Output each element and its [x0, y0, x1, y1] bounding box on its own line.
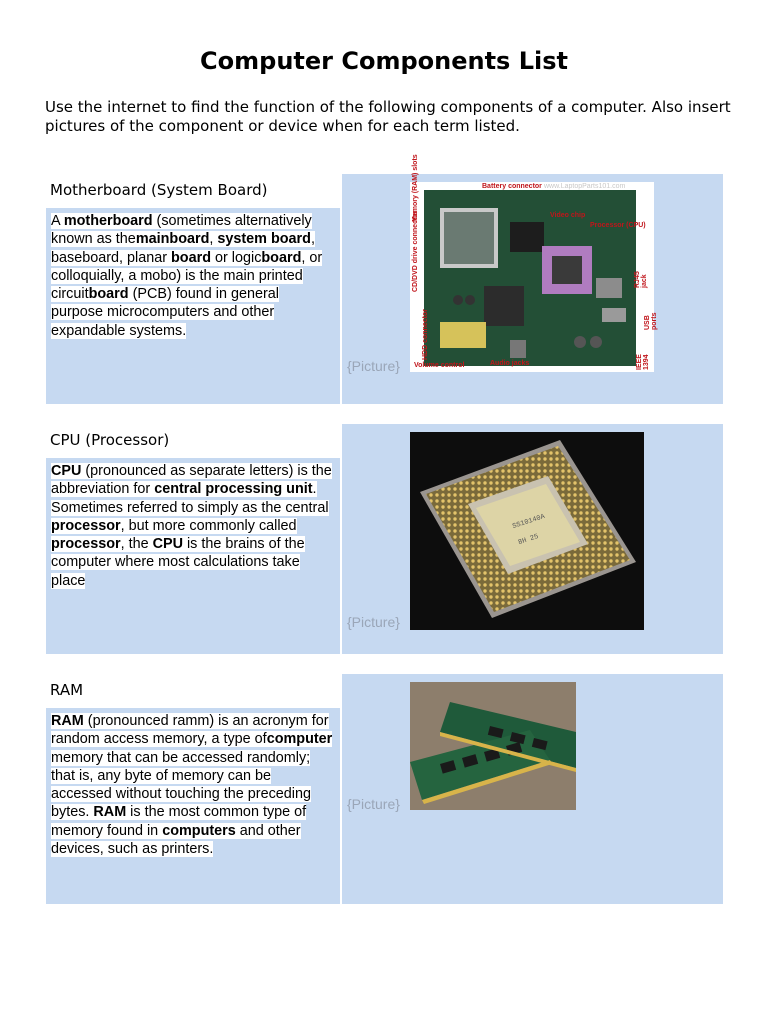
component-heading: CPU (Processor) [50, 431, 170, 449]
description-text: , baseboard, planar [51, 231, 315, 266]
picture-placeholder: {Picture} [347, 358, 400, 374]
description-text: A [51, 213, 64, 229]
chip-marking: SS10140A [511, 513, 547, 531]
picture-label: IEEE 1394 [636, 354, 650, 370]
description-text: (pronounced ramm) is an acronym for random access memory, a type of [51, 713, 329, 748]
description-text: , or colloquially, a mobo) is the main printed circuit [51, 249, 323, 303]
description-column [46, 674, 340, 904]
ram-image [410, 682, 576, 810]
component-heading: Motherboard (System Board) [50, 181, 268, 199]
bold-term: CPU [152, 536, 183, 553]
description-column [46, 424, 340, 654]
description-text: , the [120, 536, 153, 553]
description-text: (PCB) found in general purpose microcomputers and other expandable systems. [51, 286, 279, 339]
bold-term: RAM [93, 804, 127, 821]
picture-label: Audio jacks [490, 360, 530, 367]
picture-label: Battery connector [482, 183, 542, 190]
description-column [46, 174, 340, 404]
picture-label: Volume control [414, 362, 465, 369]
bold-term: central processing unit [154, 481, 313, 498]
description-text: (pronounced as separate letters) is the abbreviation for [51, 463, 332, 498]
description-text: is the brains of the computer where most calculations take place [51, 536, 305, 589]
picture-label: HDD connector [422, 309, 429, 360]
bold-term: board [88, 286, 129, 303]
picture-label: Video chip [550, 212, 586, 219]
picture-cell[interactable] [342, 674, 723, 904]
component-section-motherboard [46, 154, 723, 404]
description-text: or logic [211, 249, 262, 266]
ram-picture [410, 682, 576, 810]
motherboard-picture [410, 154, 658, 372]
description-text: , [209, 231, 218, 248]
description-text: and other devices, such as printers. [51, 822, 301, 858]
intro-text: Use the internet to find the function of the following components of a computer. Also insert pictures of the component or device when for each term listed. [45, 98, 731, 135]
picture-cell[interactable] [342, 424, 723, 654]
bold-term: processor [51, 536, 121, 553]
component-heading: RAM [50, 681, 84, 699]
picture-label: Memory (RAM) slots [412, 154, 419, 222]
picture-watermark: www.LaptopParts101.com [544, 183, 626, 190]
bold-term: RAM [51, 713, 84, 729]
bold-term: motherboard [63, 213, 153, 229]
bold-term: system board [217, 231, 311, 248]
description-box[interactable] [46, 458, 340, 654]
bold-term: board [261, 249, 302, 266]
description-box[interactable] [46, 208, 340, 404]
description-text: is the most common type of memory found in [51, 804, 307, 839]
component-section-ram [46, 674, 723, 904]
description-text: memory that can be accessed randomly; that is, any byte of memory can be accessed without touching the preceding bytes. [51, 749, 312, 821]
component-description [51, 712, 333, 858]
picture-label: USB ports [644, 312, 658, 330]
bold-term: mainboard [135, 231, 210, 248]
description-text: (sometimes alternatively known as the [51, 213, 312, 248]
description-text: . Sometimes referred to simply as the central [51, 481, 329, 516]
picture-label: RJ45 jack [634, 271, 648, 288]
description-box[interactable] [46, 708, 340, 904]
component-description [51, 212, 333, 340]
bold-term: processor [51, 517, 121, 534]
bold-term: board [171, 249, 211, 266]
description-text: , but more commonly called [120, 517, 297, 534]
component-description [51, 462, 333, 590]
picture-label: Processor (CPU) [590, 222, 646, 229]
picture-placeholder: {Picture} [347, 614, 400, 630]
page-title: Computer Components List [200, 47, 568, 75]
component-section-cpu [46, 424, 723, 654]
cpu-image [410, 432, 644, 630]
picture-placeholder: {Picture} [347, 796, 400, 812]
cpu-picture [410, 432, 644, 630]
bold-term: CPU [51, 463, 82, 479]
bold-term: computers [162, 822, 236, 839]
chip-marking: 8H 25 [517, 532, 540, 548]
bold-term: computer [266, 731, 333, 748]
motherboard-image [410, 182, 654, 372]
picture-label: CD/DVD drive connector [412, 210, 419, 292]
picture-cell[interactable] [342, 154, 723, 404]
